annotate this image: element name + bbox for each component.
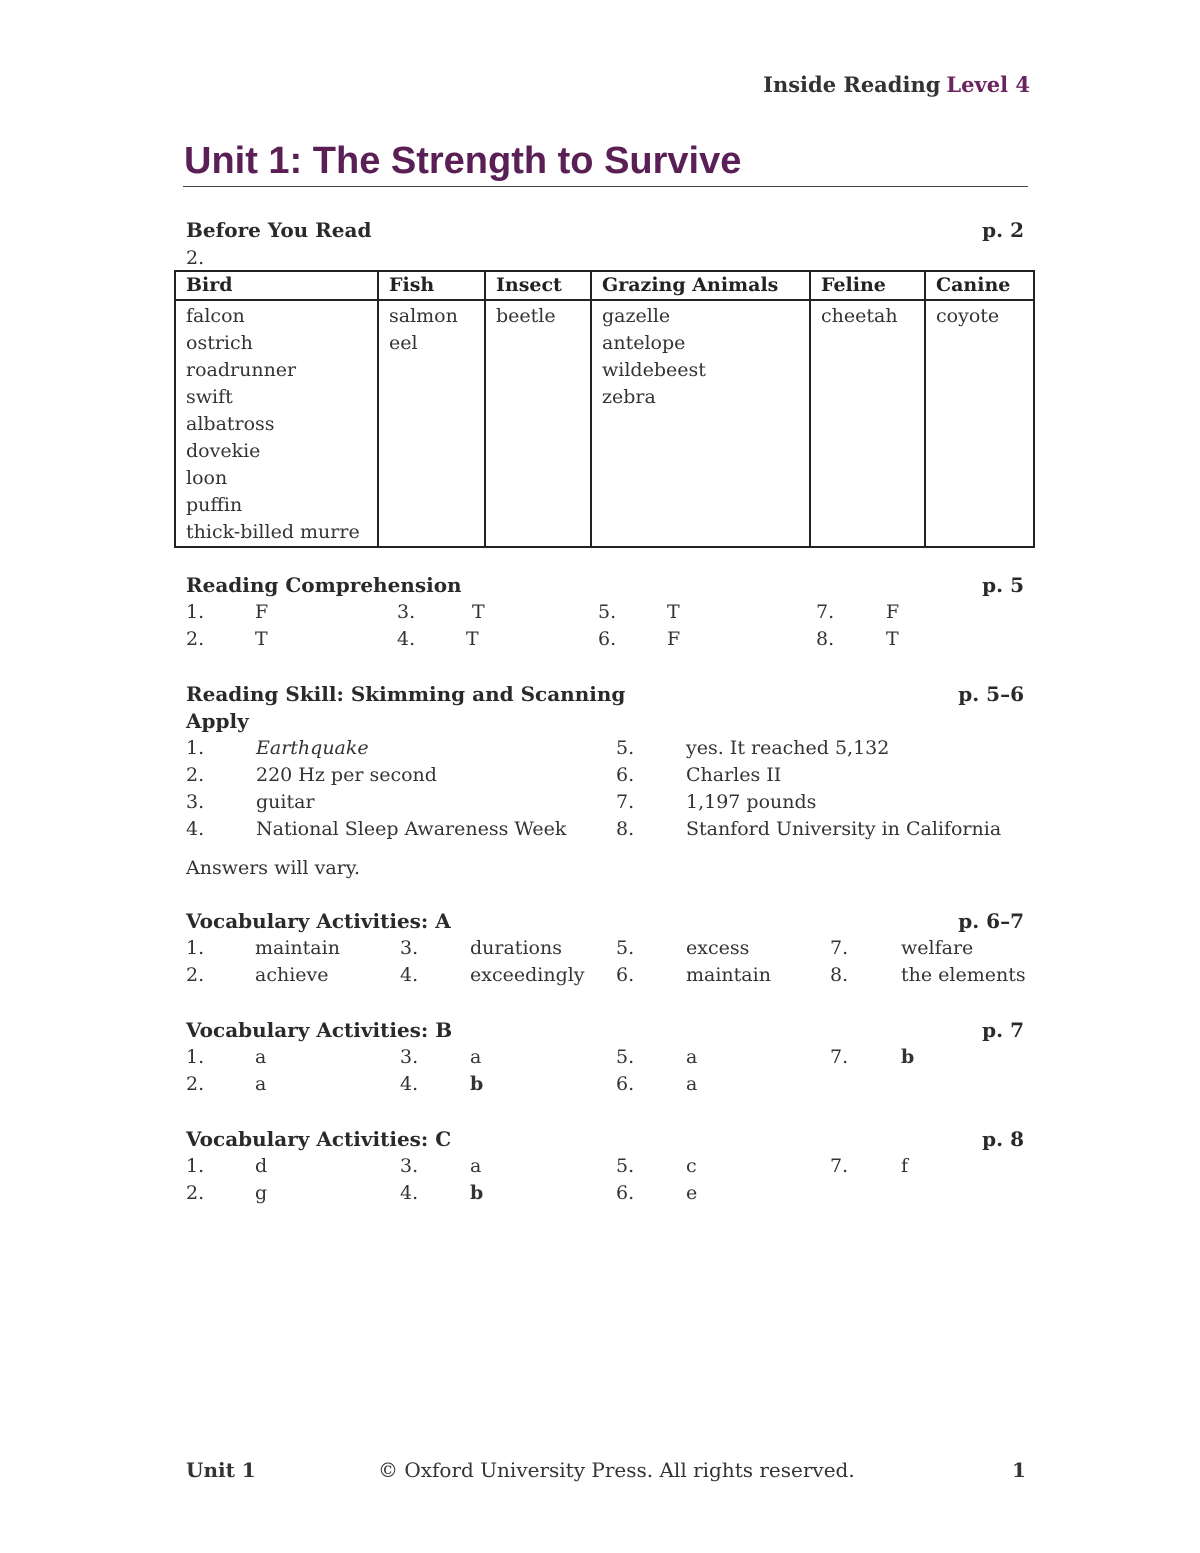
answer-value: Earthquake [256, 737, 369, 759]
answer-value: b [470, 1073, 484, 1095]
answer-number: 8. [816, 628, 835, 650]
answer-number: 4. [400, 1073, 419, 1095]
list-item: puffin [186, 494, 243, 516]
answer-value: maintain [686, 964, 771, 986]
answer-number: 7. [830, 937, 849, 959]
answer-number: 6. [616, 964, 635, 986]
list-item: beetle [496, 305, 556, 327]
answer-number: 2. [186, 1182, 205, 1204]
table-header-row [175, 271, 1034, 300]
answer-number: 4. [397, 628, 416, 650]
list-item: albatross [186, 413, 275, 435]
table-cell-grazing-animals [591, 300, 810, 547]
answer-number: 8. [830, 964, 849, 986]
answer-value: F [255, 601, 269, 623]
answer-number: 6. [616, 764, 635, 786]
section-reading-skill [186, 682, 1024, 710]
answer-value: Charles II [686, 764, 782, 786]
list-item: wildebeest [602, 359, 706, 381]
answer-number: 7. [830, 1155, 849, 1177]
answer-number: 1. [186, 1155, 205, 1177]
answer-value: achieve [255, 964, 329, 986]
title-rule [183, 186, 1028, 187]
answer-value: exceedingly [470, 964, 585, 986]
answer-value: excess [686, 937, 750, 959]
list-item: dovekie [186, 440, 261, 462]
list-item: antelope [602, 332, 686, 354]
footer-unit: Unit 1 [186, 1458, 256, 1482]
section-heading: Vocabulary Activities: A [186, 909, 451, 933]
answer-number: 1. [186, 937, 205, 959]
answer-number: 1. [186, 1046, 205, 1068]
list-item: loon [186, 467, 228, 489]
list-item: thick-billed murre [186, 521, 360, 543]
answer-number: 3. [400, 937, 419, 959]
answer-value: a [255, 1073, 267, 1095]
section-heading: Reading Skill: Skimming and Scanning [186, 682, 626, 706]
answer-value: d [255, 1155, 268, 1177]
page-reference: p. 8 [982, 1127, 1024, 1151]
answer-number: 5. [616, 737, 635, 759]
section-heading: Vocabulary Activities: C [186, 1127, 452, 1151]
answer-number: 6. [616, 1182, 635, 1204]
answer-number: 2. [186, 764, 205, 786]
column-header: Feline [810, 271, 925, 300]
answer-value: maintain [255, 937, 340, 959]
item-number: 2. [186, 247, 205, 269]
section-vocabulary-b [186, 1018, 1024, 1046]
answer-number: 7. [816, 601, 835, 623]
answer-number: 6. [598, 628, 617, 650]
table-cell-fish [378, 300, 485, 547]
answer-number: 5. [616, 1155, 635, 1177]
list-item: ostrich [186, 332, 253, 354]
answer-value: National Sleep Awareness Week [256, 818, 567, 840]
answer-value: guitar [256, 791, 315, 813]
page-reference: p. 5–6 [958, 682, 1024, 706]
answer-value: T [466, 628, 479, 650]
answer-value: b [470, 1182, 484, 1204]
answer-number: 2. [186, 964, 205, 986]
page-reference: p. 5 [982, 573, 1024, 597]
answer-value: F [667, 628, 681, 650]
column-header: Bird [175, 271, 378, 300]
answer-number: 1. [186, 737, 205, 759]
section-heading: Reading Comprehension [186, 573, 462, 597]
answer-number: 7. [616, 791, 635, 813]
answer-number: 4. [400, 964, 419, 986]
answer-value: a [255, 1046, 267, 1068]
answer-value: F [886, 601, 900, 623]
answers-note: Answers will vary. [186, 857, 361, 879]
list-item: coyote [936, 305, 1000, 327]
page-reference: p. 2 [982, 218, 1024, 242]
list-item: eel [389, 332, 418, 354]
table-cell-insect [485, 300, 591, 547]
answer-value: Stanford University in California [686, 818, 1002, 840]
answer-value: welfare [901, 937, 974, 959]
answer-number: 4. [186, 818, 205, 840]
list-item: gazelle [602, 305, 671, 327]
animal-category-table [174, 270, 1035, 548]
answer-number: 1. [186, 601, 205, 623]
list-item: falcon [186, 305, 245, 327]
answer-value: the elements [901, 964, 1026, 986]
answer-number: 6. [616, 1073, 635, 1095]
table-cell-feline [810, 300, 925, 547]
page-title: Unit 1: The Strength to Survive [184, 140, 742, 182]
answer-value: 1,197 pounds [686, 791, 817, 813]
table-cell-canine [925, 300, 1034, 547]
answer-number: 2. [186, 628, 205, 650]
answer-value: e [686, 1182, 698, 1204]
list-item: zebra [602, 386, 656, 408]
answer-number: 5. [598, 601, 617, 623]
answer-value: b [901, 1046, 915, 1068]
section-heading: Before You Read [186, 218, 372, 242]
section-vocabulary-a [186, 909, 1024, 937]
answer-number: 3. [186, 791, 205, 813]
answer-value: c [686, 1155, 697, 1177]
column-header: Insect [485, 271, 591, 300]
answer-value: durations [470, 937, 562, 959]
column-header: Canine [925, 271, 1034, 300]
running-header [763, 72, 1030, 97]
answer-number: 5. [616, 1046, 635, 1068]
answer-number: 2. [186, 1073, 205, 1095]
subheading-apply: Apply [186, 709, 249, 733]
book-level: Level 4 [946, 72, 1030, 97]
list-item: roadrunner [186, 359, 297, 381]
answer-value: a [686, 1073, 698, 1095]
answer-value: T [255, 628, 268, 650]
answer-value: g [255, 1182, 268, 1204]
column-header: Grazing Animals [591, 271, 810, 300]
answer-number: 7. [830, 1046, 849, 1068]
list-item: salmon [389, 305, 458, 327]
footer-copyright: © Oxford University Press. All rights reserved. [378, 1458, 855, 1482]
answer-number: 3. [400, 1155, 419, 1177]
page-reference: p. 6–7 [958, 909, 1024, 933]
table-cell-bird [175, 300, 378, 547]
answer-value: yes. It reached 5,132 [686, 737, 890, 759]
answer-value: f [901, 1155, 909, 1177]
list-item: swift [186, 386, 233, 408]
answer-number: 5. [616, 937, 635, 959]
answer-number: 3. [400, 1046, 419, 1068]
answer-value: T [472, 601, 485, 623]
footer-page-number: 1 [1012, 1458, 1026, 1482]
list-item: cheetah [821, 305, 898, 327]
answer-number: 3. [397, 601, 416, 623]
book-title: Inside Reading [763, 72, 941, 97]
page-reference: p. 7 [982, 1018, 1024, 1042]
section-heading: Vocabulary Activities: B [186, 1018, 453, 1042]
answer-number: 8. [616, 818, 635, 840]
answer-value: a [470, 1046, 482, 1068]
answer-value: 220 Hz per second [256, 764, 437, 786]
answer-value: a [470, 1155, 482, 1177]
answer-value: T [667, 601, 680, 623]
table-row [175, 300, 1034, 547]
answer-number: 4. [400, 1182, 419, 1204]
answer-value: T [886, 628, 899, 650]
section-reading-comprehension [186, 573, 1024, 601]
column-header: Fish [378, 271, 485, 300]
answer-value: a [686, 1046, 698, 1068]
section-before-you-read [186, 218, 1024, 246]
section-vocabulary-c [186, 1127, 1024, 1155]
